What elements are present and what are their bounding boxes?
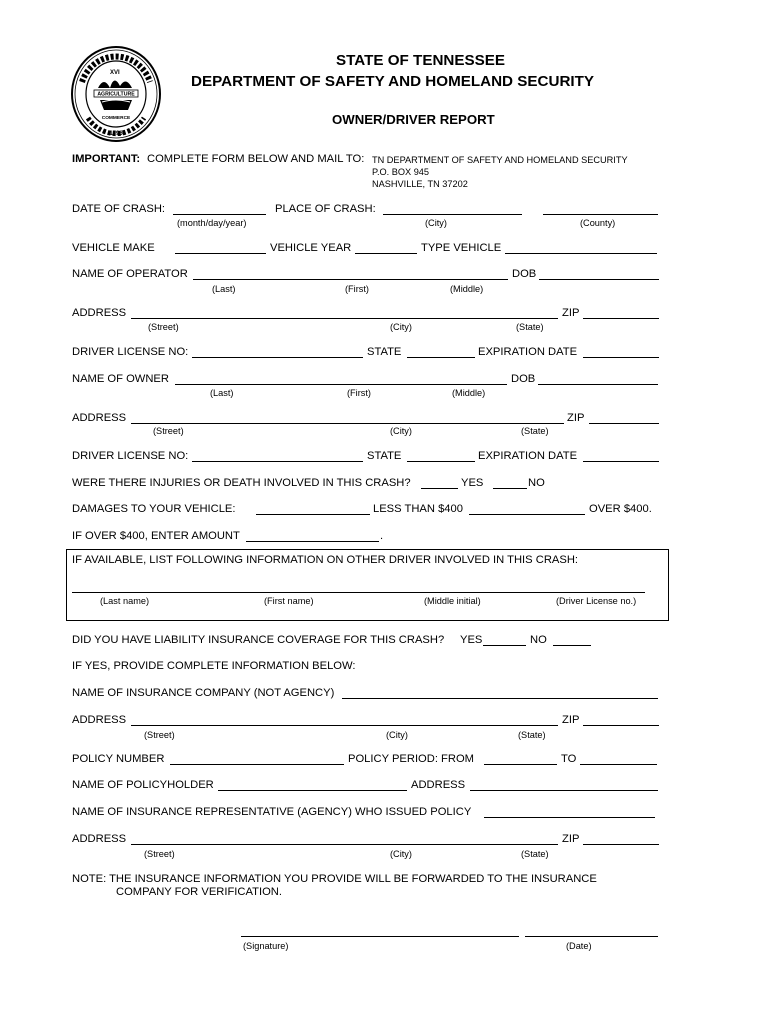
hint-date: (Date) [566,941,592,951]
operator-address-label: ADDRESS [72,307,127,319]
rep-address-label: ADDRESS [72,833,127,845]
mail-address-line2: P.O. BOX 945 [372,167,430,177]
damages-over-field[interactable] [469,514,585,515]
vehicle-year-field[interactable] [355,253,417,254]
rep-address-field[interactable] [131,844,558,845]
owner-address-label: ADDRESS [72,412,127,424]
owner-zip-label: ZIP [567,412,585,424]
state-seal-icon [70,44,162,144]
damages-label: DAMAGES TO YOUR VEHICLE: [72,503,236,515]
injuries-no-label: NO [528,477,545,489]
place-county-field[interactable] [543,214,658,215]
hint-street: (Street) [144,730,175,740]
hint-city: (City) [386,730,408,740]
hint-first-name: (First name) [264,596,314,606]
owner-name-label: NAME OF OWNER [72,373,169,385]
hint-city: (City) [425,218,447,228]
vehicle-make-label: VEHICLE MAKE [72,242,155,254]
owner-state-label: STATE [367,450,402,462]
insurance-zip-label: ZIP [562,714,580,726]
hint-first: (First) [345,284,369,294]
operator-dob-label: DOB [512,268,537,280]
hint-city: (City) [390,322,412,332]
operator-zip-field[interactable] [583,318,659,319]
operator-license-label: DRIVER LICENSE NO: [72,346,189,358]
insurance-rep-field[interactable] [484,817,655,818]
operator-name-field[interactable] [193,279,508,280]
policyholder-address-label: ADDRESS [411,779,466,791]
policy-period-from-label: POLICY PERIOD: FROM [348,753,474,765]
insurance-company-label: NAME OF INSURANCE COMPANY (NOT AGENCY) [72,687,335,699]
place-of-crash-label: PLACE OF CRASH: [275,203,376,215]
hint-middle: (Middle) [452,388,486,398]
report-title: OWNER/DRIVER REPORT [332,112,495,127]
policyholder-field[interactable] [218,790,407,791]
rep-zip-field[interactable] [583,844,659,845]
insurance-address-label: ADDRESS [72,714,127,726]
hint-state: (State) [516,322,544,332]
liability-no-label: NO [530,634,547,646]
rep-zip-label: ZIP [562,833,580,845]
hint-driver-license-no: (Driver License no.) [556,596,637,606]
hint-state: (State) [521,849,549,859]
type-vehicle-field[interactable] [505,253,657,254]
operator-name-label: NAME OF OPERATOR [72,268,188,280]
state-title: STATE OF TENNESSEE [336,52,506,69]
damages-less-field[interactable] [256,514,370,515]
place-city-field[interactable] [383,214,522,215]
owner-dob-field[interactable] [538,384,658,385]
svg-text:AGRICULTURE: AGRICULTURE [97,91,135,98]
note-line2: COMPANY FOR VERIFICATION. [116,886,282,898]
if-yes-instruction: IF YES, PROVIDE COMPLETE INFORMATION BELOW: [72,660,356,672]
insurance-company-field[interactable] [342,698,658,699]
mail-instruction: COMPLETE FORM BELOW AND MAIL TO: [147,153,365,165]
hint-signature: (Signature) [243,941,289,951]
signature-field[interactable] [241,936,519,937]
hint-state: (State) [521,426,549,436]
operator-state-field[interactable] [407,357,475,358]
owner-name-field[interactable] [175,384,507,385]
hint-street: (Street) [144,849,175,859]
note-line1: NOTE: THE INSURANCE INFORMATION YOU PROVIDE WILL BE FORWARDED TO THE INSURANCE [72,873,597,885]
other-driver-heading: IF AVAILABLE, LIST FOLLOWING INFORMATION ON OTHER DRIVER INVOLVED IN THIS CRASH: [72,554,579,566]
amount-period: . [380,530,384,542]
policy-period-to-field[interactable] [580,764,657,765]
department-title: DEPARTMENT OF SAFETY AND HOMELAND SECURITY [191,73,595,90]
operator-license-field[interactable] [192,357,363,358]
other-driver-field[interactable] [72,592,645,593]
vehicle-year-label: VEHICLE YEAR [270,242,352,254]
liability-yes-label: YES [460,634,483,646]
svg-text:XVI: XVI [110,70,120,76]
liability-no-field[interactable] [553,645,591,646]
operator-zip-label: ZIP [562,307,580,319]
owner-license-label: DRIVER LICENSE NO: [72,450,189,462]
important-label: IMPORTANT: [72,153,141,165]
policy-number-label: POLICY NUMBER [72,753,165,765]
hint-last: (Last) [210,388,234,398]
hint-month-day-year: (month/day/year) [177,218,247,228]
owner-zip-field[interactable] [589,423,659,424]
hint-county: (County) [580,218,616,228]
injuries-no-field[interactable] [493,488,527,489]
vehicle-make-field[interactable] [175,253,266,254]
injuries-question: WERE THERE INJURIES OR DEATH INVOLVED IN THIS CRASH? [72,477,411,489]
insurance-zip-field[interactable] [583,725,659,726]
mail-address-line3: NASHVILLE, TN 37202 [372,179,468,189]
hint-last: (Last) [212,284,236,294]
operator-expiration-field[interactable] [583,357,659,358]
liability-question: DID YOU HAVE LIABILITY INSURANCE COVERAGE FOR THIS CRASH? [72,634,445,646]
insurance-rep-label: NAME OF INSURANCE REPRESENTATIVE (AGENCY) WHO ISSUED POLICY [72,806,472,818]
owner-state-field[interactable] [407,461,475,462]
injuries-yes-label: YES [461,477,484,489]
policyholder-label: NAME OF POLICYHOLDER [72,779,214,791]
liability-yes-field[interactable] [483,645,526,646]
svg-text:COMMERCE: COMMERCE [101,116,131,121]
policy-number-field[interactable] [170,764,344,765]
operator-state-label: STATE [367,346,402,358]
policyholder-address-field[interactable] [470,790,658,791]
date-of-crash-label: DATE OF CRASH: [72,203,166,215]
svg-text:1796: 1796 [109,131,123,137]
mail-address-line1: TN DEPARTMENT OF SAFETY AND HOMELAND SECURITY [372,155,628,165]
damages-less-label: LESS THAN $400 [373,503,463,515]
date-of-crash-field[interactable] [173,214,266,215]
owner-expiration-label: EXPIRATION DATE [478,450,578,462]
damages-over-label: OVER $400. [589,503,652,515]
signature-date-field[interactable] [525,936,658,937]
hint-last-name: (Last name) [100,596,150,606]
hint-street: (Street) [148,322,179,332]
owner-address-field[interactable] [131,423,564,424]
hint-city: (City) [390,426,412,436]
hint-state: (State) [518,730,546,740]
hint-middle: (Middle) [450,284,484,294]
operator-dob-field[interactable] [539,279,659,280]
type-vehicle-label: TYPE VEHICLE [421,242,502,254]
amount-label: IF OVER $400, ENTER AMOUNT [72,530,240,542]
operator-expiration-label: EXPIRATION DATE [478,346,578,358]
hint-street: (Street) [153,426,184,436]
owner-license-field[interactable] [192,461,363,462]
owner-expiration-field[interactable] [583,461,659,462]
insurance-address-field[interactable] [131,725,558,726]
hint-first: (First) [347,388,371,398]
policy-period-to-label: TO [561,753,577,765]
owner-dob-label: DOB [511,373,536,385]
amount-field[interactable] [246,541,379,542]
hint-city: (City) [390,849,412,859]
injuries-yes-field[interactable] [421,488,458,489]
hint-middle-initial: (Middle initial) [424,596,481,606]
operator-address-field[interactable] [131,318,558,319]
policy-period-from-field[interactable] [484,764,557,765]
